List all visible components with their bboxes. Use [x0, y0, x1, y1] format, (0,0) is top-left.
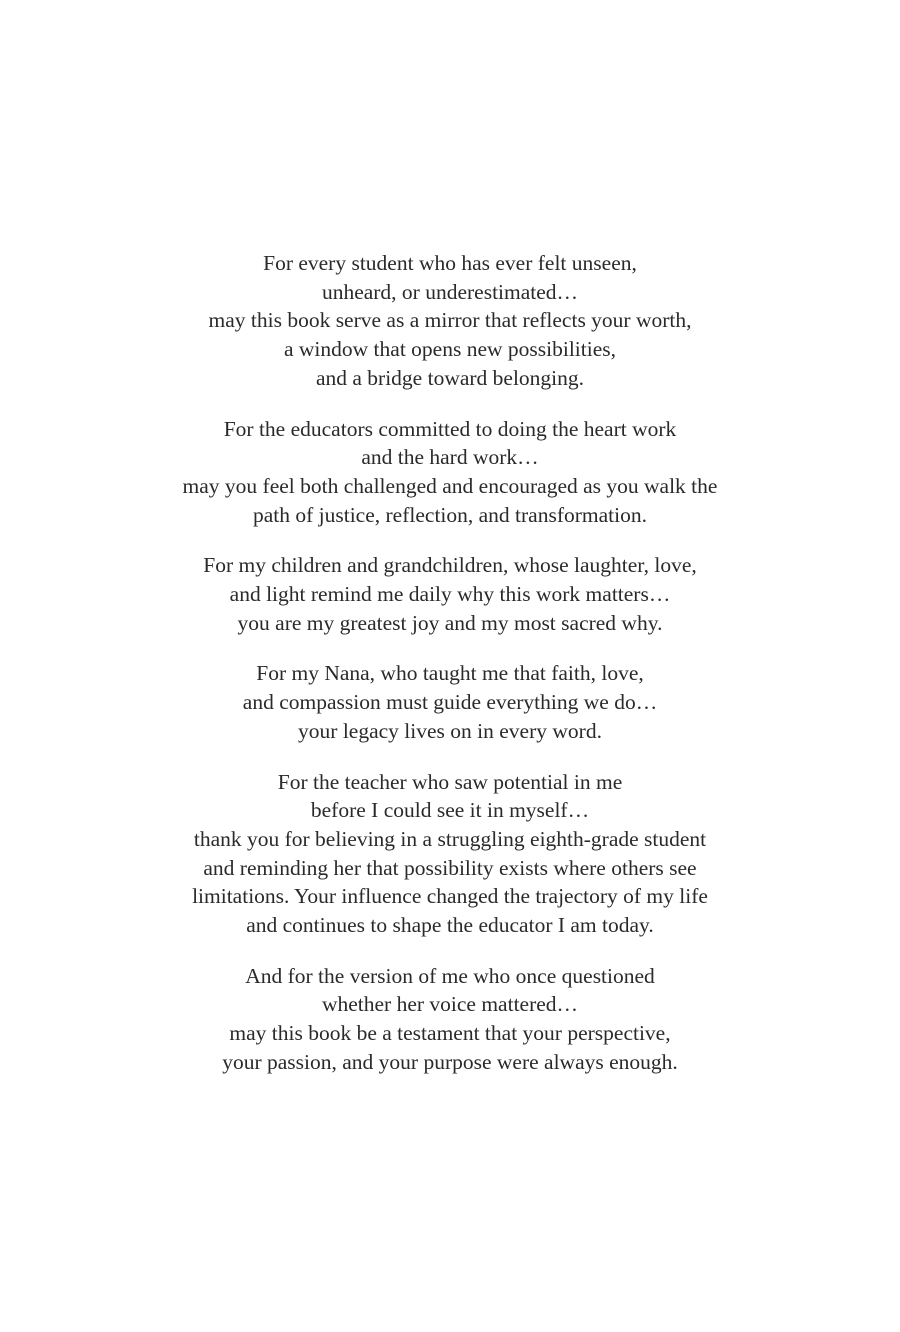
- stanza-educators: [0, 415, 900, 530]
- dedication-text: [0, 249, 900, 1099]
- dedication-line: For every student who has ever felt unseen,: [263, 251, 637, 275]
- dedication-line: may you feel both challenged and encouraged as you walk the: [182, 473, 718, 498]
- dedication-line: And for the version of me who once questioned: [245, 963, 655, 988]
- dedication-line: and continues to shape the educator I am today.: [246, 913, 654, 938]
- dedication-line: limitations. Your influence changed the trajectory of my life: [192, 884, 708, 909]
- dedication-line: unheard, or underestimated…: [321, 279, 579, 304]
- dedication-line: and light remind me daily why this work matters…: [229, 582, 671, 607]
- dedication-line: your passion, and your purpose were always enough.: [222, 1049, 678, 1074]
- dedication-line: and reminding her that possibility exists where others see: [203, 855, 697, 880]
- dedication-line: and compassion must guide everything we do…: [242, 690, 658, 715]
- dedication-line: you are my greatest joy and my most sacred why.: [237, 610, 663, 635]
- dedication-line: and the hard work…: [361, 445, 539, 470]
- stanza-teacher: [0, 768, 900, 940]
- dedication-line: and a bridge toward belonging.: [315, 365, 585, 390]
- dedication-line: For the educators committed to doing the heart work: [223, 416, 677, 441]
- stanza-self: [0, 962, 900, 1077]
- dedication-line: a window that opens new possibilities,: [283, 337, 617, 362]
- dedication-line: may this book serve as a mirror that reflects your worth,: [208, 308, 692, 333]
- dedication-line: For my Nana, who taught me that faith, love,: [256, 661, 644, 686]
- dedication-line: thank you for believing in a struggling eighth-grade student: [193, 826, 707, 851]
- dedication-line: whether her voice mattered…: [321, 992, 579, 1017]
- dedication-line: may this book be a testament that your perspective,: [229, 1021, 671, 1046]
- stanza-students: [0, 249, 900, 393]
- stanza-nana: [0, 659, 900, 745]
- dedication-line: For my children and grandchildren, whose laughter, love,: [203, 553, 697, 578]
- stanza-children: [0, 551, 900, 637]
- dedication-line: before I could see it in myself…: [310, 798, 590, 823]
- dedication-line: your legacy lives on in every word.: [298, 718, 602, 743]
- dedication-line: For the teacher who saw potential in me: [277, 769, 623, 794]
- dedication-line: path of justice, reflection, and transformation.: [252, 502, 648, 527]
